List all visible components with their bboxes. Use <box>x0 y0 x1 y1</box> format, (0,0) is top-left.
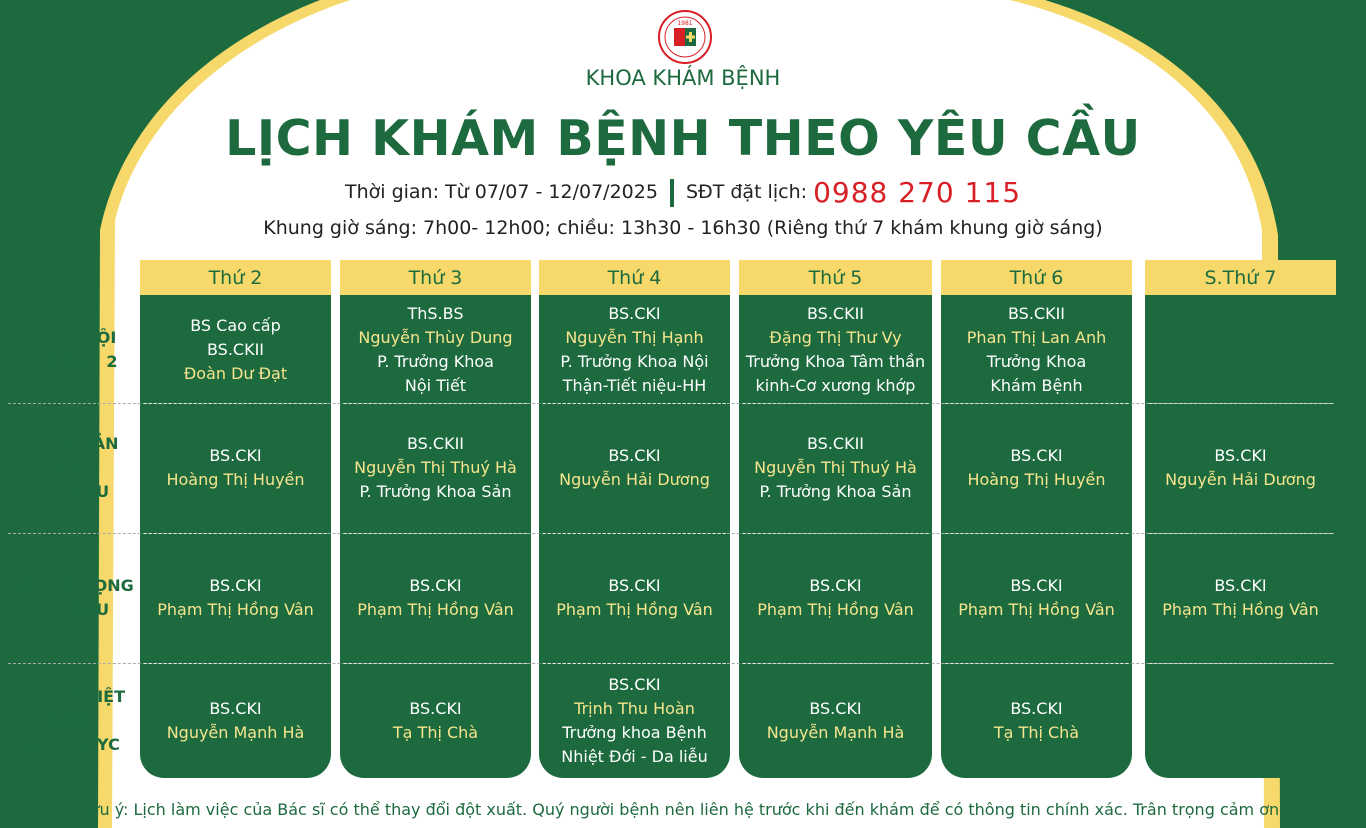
doctor-name: Nguyễn Hải Dương <box>1165 470 1316 489</box>
day-header: Thứ 5 <box>739 260 932 295</box>
doctor-name: Hoàng Thị Huyền <box>166 470 305 489</box>
doctor-name: Đặng Thị Thư Vy <box>769 327 902 347</box>
day-header: S.Thứ 7 <box>1145 260 1336 295</box>
phone-label: SĐT đặt lịch: <box>685 181 808 203</box>
doctor-name: Tạ Thị Chà <box>993 722 1080 742</box>
doctor-name: Phạm Thị Hồng Vân <box>1162 600 1319 619</box>
day-header: Thứ 4 <box>539 260 730 295</box>
doctor-title: BS.CKII <box>1007 303 1066 323</box>
schedule-cell <box>941 296 1132 403</box>
doctor-role: P. Trưởng Khoa Nội <box>560 351 709 371</box>
doctor-title: BS.CKI <box>809 576 862 595</box>
doctor-name: Nguyễn Thị Thuý Hà <box>754 458 917 477</box>
doctor-name: Nguyễn Thùy Dung <box>358 327 513 347</box>
doctor-role: P. Trưởng Khoa <box>377 351 494 371</box>
row-label <box>0 533 140 663</box>
row-label-line: YÊU CẦU <box>30 482 110 501</box>
schedule-cell <box>340 533 531 663</box>
doctor-name: Phan Thị Lan Anh <box>966 327 1107 347</box>
doctor-role: kinh-Cơ xương khớp <box>755 375 916 395</box>
schedule-cell <box>739 296 932 403</box>
doctor-name: Nguyễn Thị Thuý Hà <box>354 458 517 477</box>
doctor-title: BS Cao cấp <box>190 315 281 335</box>
schedule-cell <box>941 403 1132 533</box>
row-label-line: YÊU CẦU 2 <box>22 351 118 371</box>
row-label <box>0 296 140 403</box>
doctor-title: BS.CKI <box>209 576 262 595</box>
schedule-cell <box>941 663 1132 778</box>
doctor-name: Đoàn Dư Đạt <box>183 363 288 383</box>
doctor-role: P. Trưởng Khoa Sản <box>359 482 512 501</box>
day-header: Thứ 6 <box>941 260 1132 295</box>
doctor-title: BS.CKII <box>206 339 265 359</box>
doctor-name: Phạm Thị Hồng Vân <box>556 600 713 619</box>
schedule-cell <box>941 533 1132 663</box>
doctor-title: BS.CKII <box>406 434 465 453</box>
doctor-name: Phạm Thị Hồng Vân <box>958 600 1115 619</box>
row-label-line: TAI MŨI HỌNG <box>6 576 134 595</box>
schedule-cell <box>539 403 730 533</box>
schedule-cell <box>140 403 331 533</box>
schedule-cell <box>140 296 331 403</box>
doctor-name: Tạ Thị Chà <box>392 722 479 742</box>
day-header: Thứ 3 <box>340 260 531 295</box>
doctor-name: Nguyễn Thị Hạnh <box>565 327 704 347</box>
day-header: Thứ 2 <box>140 260 331 295</box>
doctor-title: BS.CKII <box>806 434 865 453</box>
row-label-line: KHÁM NỘI <box>23 327 117 347</box>
doctor-title: BS.CKI <box>809 698 862 718</box>
schedule-cell <box>140 663 331 778</box>
schedule-cell <box>539 533 730 663</box>
doctor-role: P. Trưởng Khoa Sản <box>759 482 912 501</box>
page-title: LỊCH KHÁM BỆNH THEO YÊU CẦU <box>225 110 1141 167</box>
doctor-name: Nguyễn Mạnh Hà <box>766 722 905 742</box>
doctor-title: ThS.BS <box>407 303 464 323</box>
doctor-title: BS.CKI <box>608 674 661 694</box>
doctor-name: Nguyễn Hải Dương <box>559 470 710 489</box>
schedule-cell <box>1145 296 1336 403</box>
phone-number: 0988 270 115 <box>813 176 1022 209</box>
row-label-line: BỆNH NHIỆT ĐỚI <box>14 686 126 730</box>
doctor-name: Trịnh Thu Hoàn <box>574 698 695 718</box>
schedule-cell <box>1145 663 1336 778</box>
schedule-cell <box>539 663 730 778</box>
doctor-role: Trưởng Khoa Tâm thần <box>745 351 926 371</box>
doctor-title: BS.CKII <box>806 303 865 323</box>
doctor-role: Trưởng khoa Bệnh <box>562 722 707 742</box>
doctor-title: BS.CKI <box>608 446 661 465</box>
doctor-name: Phạm Thị Hồng Vân <box>757 600 914 619</box>
doctor-title: BS.CKI <box>1010 698 1063 718</box>
doctor-role: Trưởng Khoa <box>986 351 1087 371</box>
schedule-cell <box>739 533 932 663</box>
hours-line: Khung giờ sáng: 7h00- 12h00; chiều: 13h30 - 16h30 (Riêng thứ 7 khám khung giờ sáng) <box>263 217 1103 239</box>
doctor-role: Khám Bệnh <box>990 375 1083 395</box>
doctor-title: BS.CKI <box>1010 576 1063 595</box>
doctor-role: Nội Tiết <box>404 375 467 395</box>
separator <box>670 179 674 207</box>
footer-note: Lưu ý: Lịch làm việc của Bác sĩ có thể thay đổi đột xuất. Quý người bệnh nên liên hệ trước khi đến khám để có thông tin chính xác. Trân trọng cảm ơn! <box>80 800 1286 819</box>
row-label-line: DA LIỄU YC <box>20 734 120 754</box>
hospital-logo-icon <box>658 10 712 64</box>
doctor-title: BS.CKI <box>209 446 262 465</box>
doctor-title: BS.CKI <box>1214 446 1267 465</box>
doctor-role: Nhiệt Đới - Da liễu <box>561 746 708 766</box>
row-label-line: YÊU CẦU <box>30 600 110 619</box>
doctor-role: Thận-Tiết niệu-HH <box>562 375 707 395</box>
doctor-title: BS.CKI <box>1010 446 1063 465</box>
doctor-name: Nguyễn Mạnh Hà <box>166 722 305 742</box>
schedule-cell <box>340 296 531 403</box>
doctor-title: BS.CKI <box>409 576 462 595</box>
logo-year: 1981 <box>677 20 693 27</box>
time-phone-line <box>0 176 1366 209</box>
row-label-line: KHÁM SẢN PHỤ <box>21 434 119 477</box>
department-name: KHOA KHÁM BỆNH <box>585 66 781 90</box>
doctor-title: BS.CKI <box>608 303 661 323</box>
schedule-cell <box>539 296 730 403</box>
doctor-name: Phạm Thị Hồng Vân <box>157 600 314 619</box>
schedule-cell <box>1145 533 1336 663</box>
doctor-title: BS.CKI <box>608 576 661 595</box>
doctor-name: Phạm Thị Hồng Vân <box>357 600 514 619</box>
doctor-name: Hoàng Thị Huyền <box>967 470 1106 489</box>
schedule-cell <box>739 663 932 778</box>
row-label <box>0 403 140 533</box>
doctor-title: BS.CKI <box>209 698 262 718</box>
schedule-cell <box>340 403 531 533</box>
schedule-cell <box>140 533 331 663</box>
time-range: Thời gian: Từ 07/07 - 12/07/2025 <box>344 181 658 203</box>
schedule-cell <box>340 663 531 778</box>
schedule-cell <box>1145 403 1336 533</box>
schedule-cell <box>739 403 932 533</box>
doctor-title: BS.CKI <box>1214 576 1267 595</box>
row-label <box>0 663 140 778</box>
doctor-title: BS.CKI <box>409 698 462 718</box>
